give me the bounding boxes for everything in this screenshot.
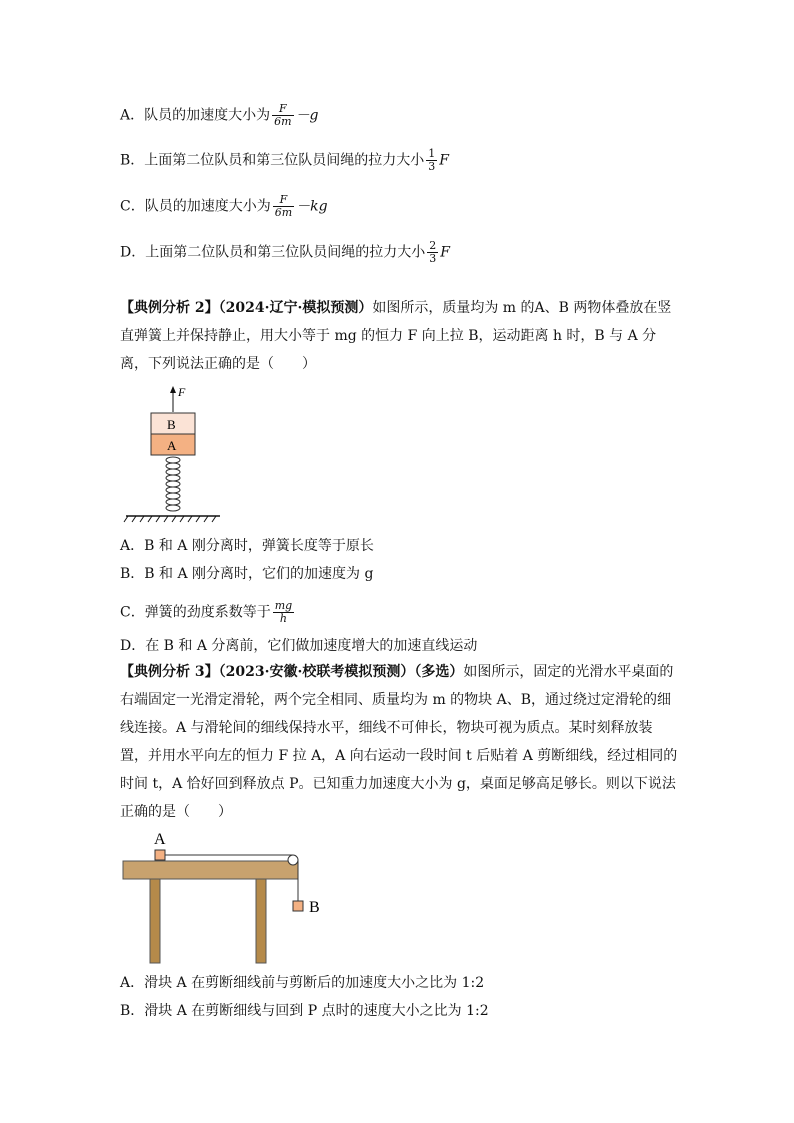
option-b-text: B．上面第二位队员和第三位队员间绳的拉力大小 [120, 152, 425, 169]
example-source: （2023·安徽·校联考模拟预测）（多选） [218, 664, 464, 680]
example-3-stem [120, 658, 680, 826]
ex2-option-a: A．B 和 A 刚分离时，弹簧长度等于原长 [120, 538, 374, 554]
spring-blocks-figure [120, 380, 230, 525]
block-a [155, 850, 165, 860]
option-a-suffix: －g [295, 107, 319, 124]
option-d-text: D．上面第二位队员和第三位队员间绳的拉力大小 [120, 244, 426, 261]
table-leg-right [256, 879, 266, 963]
fraction [272, 103, 293, 128]
frac-den: 3 [429, 252, 437, 265]
label-a: A [154, 831, 166, 848]
pulley [288, 855, 298, 865]
option-c-suffix: －kg [296, 198, 328, 215]
label-b: B [309, 899, 320, 916]
block-b-label: B [167, 417, 176, 432]
table-top [123, 861, 298, 879]
frac-den: 6m [274, 115, 292, 128]
ex2-option-d: D．在 B 和 A 分离前，它们做加速度增大的加速直线运动 [120, 638, 478, 654]
option-a-text: A．队员的加速度大小为 [120, 107, 271, 124]
ex2-option-c [120, 600, 296, 625]
option-b [120, 148, 449, 173]
table-leg-left [150, 879, 160, 963]
option-c [120, 194, 328, 219]
frac-num: mg [274, 599, 293, 612]
example-text: 如图所示，质量均为 m 的A、B 两物体叠放在竖直弹簧上并保持静止，用大小等于 mg 的恒力 F 向上拉 B，运动距离 h 时，B 与 A 分离，下列说法正确的是（ ） [120, 300, 672, 372]
block-a-label: A [167, 438, 177, 453]
ex2-option-c-text: C．弹簧的劲度系数等于 [120, 604, 271, 621]
option-d [120, 240, 450, 265]
fraction [273, 194, 294, 219]
block-b [293, 901, 303, 911]
frac-num: 2 [429, 239, 437, 252]
force-label: F [178, 385, 186, 399]
arrow-head-icon [170, 386, 176, 393]
spring [166, 457, 180, 511]
option-d-suffix: F [440, 244, 450, 261]
ground-hatch [124, 516, 216, 522]
frac-den: 6m [274, 206, 293, 219]
frac-den: 3 [428, 160, 436, 173]
table-pulley-figure [118, 825, 328, 965]
ex3-option-a: A．滑块 A 在剪断细线前与剪断后的加速度大小之比为 1:2 [120, 975, 485, 991]
option-c-text: C．队员的加速度大小为 [120, 198, 271, 215]
ex3-option-b: B．滑块 A 在剪断细线与回到 P 点时的速度大小之比为 1:2 [120, 1003, 489, 1019]
example-tag: 【典例分析 3】 [120, 664, 219, 680]
example-text: 如图所示，固定的光滑水平桌面的右端固定一光滑定滑轮，两个完全相同、质量均为 m 的物块 A、B，通过绕过定滑轮的细线连接。A 与滑轮间的细线保持水平，细线不可伸长，物块可视为质点。某时刻释放装置，并用水平向左的恒力 F 拉 A，A 向右运动一段时间 t 后贴着 A 剪断细线，经过相同的时间 t，A 恰好回到释放点 P。已知重力加速度大小为 g，桌面足够高足够长。则以下说法正确的是（ ） [120, 664, 678, 820]
example-tag: 【典例分析 2】 [120, 300, 219, 316]
ex2-option-b: B．B 和 A 刚分离时，它们的加速度为 g [120, 566, 374, 582]
frac-num: 1 [428, 147, 436, 160]
example-2-stem [120, 294, 680, 378]
fraction [273, 600, 294, 625]
frac-den: h [279, 612, 287, 625]
example-source: （2024·辽宁·模拟预测） [218, 300, 373, 316]
frac-num: F [272, 103, 293, 116]
fraction [426, 148, 437, 173]
option-b-suffix: F [439, 152, 450, 169]
fraction [427, 240, 438, 265]
frac-num: F [273, 194, 294, 207]
option-a [120, 103, 319, 128]
